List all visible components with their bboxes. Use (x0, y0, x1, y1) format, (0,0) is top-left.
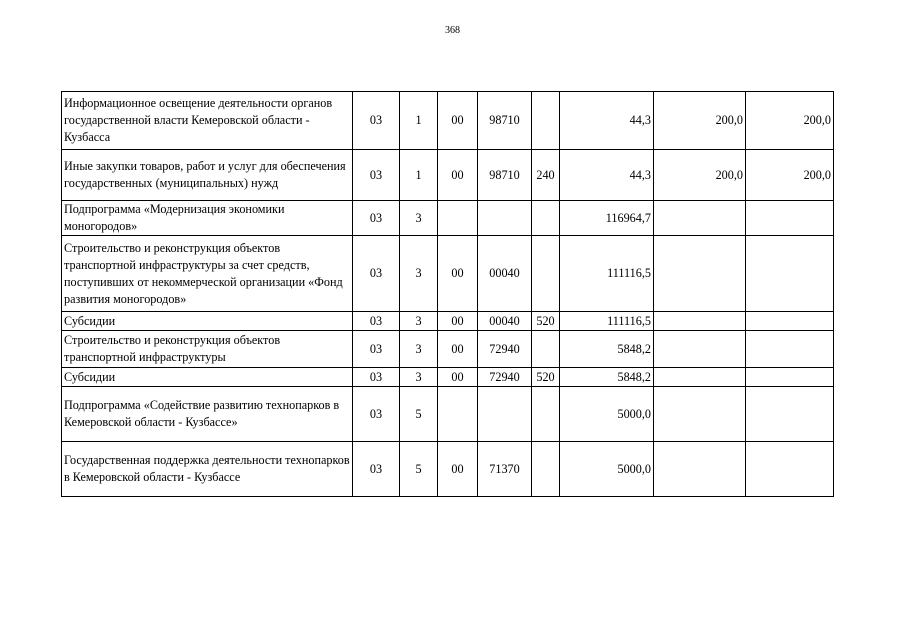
code-section: 03 (353, 92, 400, 150)
code-direction: 98710 (478, 92, 532, 150)
code-program: 1 (400, 150, 438, 201)
code-direction: 00040 (478, 312, 532, 331)
code-subprogram: 00 (438, 150, 478, 201)
amount-year-2 (654, 442, 746, 497)
code-program: 3 (400, 312, 438, 331)
amount-year-3 (746, 331, 834, 368)
code-subprogram: 00 (438, 236, 478, 312)
amount-year-1: 5000,0 (560, 442, 654, 497)
code-program: 5 (400, 442, 438, 497)
code-section: 03 (353, 312, 400, 331)
code-subprogram: 00 (438, 331, 478, 368)
code-program: 3 (400, 201, 438, 236)
code-expense-type: 520 (532, 312, 560, 331)
item-name: Строительство и реконструкция объектов транспортной инфраструктуры (62, 331, 353, 368)
code-subprogram: 00 (438, 368, 478, 387)
code-direction: 72940 (478, 331, 532, 368)
amount-year-2 (654, 312, 746, 331)
code-subprogram: 00 (438, 92, 478, 150)
table-row (62, 387, 834, 442)
item-name: Информационное освещение деятельности органов государственной власти Кемеровской области - Кузбасса (62, 92, 353, 150)
item-name: Строительство и реконструкция объектов транспортной инфраструктуры за счет средств, поступивших от некоммерческой организации «Фонд развития моногородов» (62, 236, 353, 312)
table-row (62, 201, 834, 236)
code-subprogram (438, 387, 478, 442)
code-section: 03 (353, 368, 400, 387)
code-direction: 00040 (478, 236, 532, 312)
amount-year-2 (654, 331, 746, 368)
code-direction: 98710 (478, 150, 532, 201)
item-name: Государственная поддержка деятельности технопарков в Кемеровской области - Кузбассе (62, 442, 353, 497)
item-name: Иные закупки товаров, работ и услуг для обеспечения государственных (муниципальных) нужд (62, 150, 353, 201)
code-section: 03 (353, 150, 400, 201)
amount-year-3: 200,0 (746, 150, 834, 201)
amount-year-1: 111116,5 (560, 236, 654, 312)
code-expense-type: 520 (532, 368, 560, 387)
code-expense-type (532, 331, 560, 368)
item-name: Подпрограмма «Модернизация экономики моногородов» (62, 201, 353, 236)
table-row (62, 331, 834, 368)
code-subprogram: 00 (438, 442, 478, 497)
code-subprogram (438, 201, 478, 236)
code-expense-type (532, 442, 560, 497)
code-direction: 71370 (478, 442, 532, 497)
amount-year-3 (746, 368, 834, 387)
item-name: Субсидии (62, 312, 353, 331)
code-program: 1 (400, 92, 438, 150)
code-expense-type (532, 387, 560, 442)
amount-year-2 (654, 368, 746, 387)
code-program: 5 (400, 387, 438, 442)
table-row (62, 92, 834, 150)
code-expense-type (532, 92, 560, 150)
table-row (62, 150, 834, 201)
page-number: 368 (445, 25, 460, 36)
code-direction: 72940 (478, 368, 532, 387)
amount-year-3: 200,0 (746, 92, 834, 150)
amount-year-2: 200,0 (654, 92, 746, 150)
code-section: 03 (353, 236, 400, 312)
table-row (62, 236, 834, 312)
code-expense-type (532, 236, 560, 312)
code-expense-type: 240 (532, 150, 560, 201)
code-section: 03 (353, 387, 400, 442)
code-program: 3 (400, 368, 438, 387)
amount-year-2: 200,0 (654, 150, 746, 201)
amount-year-1: 44,3 (560, 150, 654, 201)
code-direction (478, 201, 532, 236)
table-row (62, 442, 834, 497)
amount-year-1: 5848,2 (560, 368, 654, 387)
item-name: Субсидии (62, 368, 353, 387)
amount-year-1: 44,3 (560, 92, 654, 150)
amount-year-3 (746, 312, 834, 331)
amount-year-3 (746, 387, 834, 442)
amount-year-3 (746, 236, 834, 312)
amount-year-1: 116964,7 (560, 201, 654, 236)
amount-year-2 (654, 236, 746, 312)
table-row (62, 368, 834, 387)
code-section: 03 (353, 331, 400, 368)
amount-year-1: 5848,2 (560, 331, 654, 368)
item-name: Подпрограмма «Содействие развитию технопарков в Кемеровской области - Кузбассе» (62, 387, 353, 442)
amount-year-3 (746, 201, 834, 236)
code-section: 03 (353, 201, 400, 236)
amount-year-2 (654, 201, 746, 236)
amount-year-1: 111116,5 (560, 312, 654, 331)
amount-year-3 (746, 442, 834, 497)
code-subprogram: 00 (438, 312, 478, 331)
amount-year-2 (654, 387, 746, 442)
code-program: 3 (400, 331, 438, 368)
table-row (62, 312, 834, 331)
amount-year-1: 5000,0 (560, 387, 654, 442)
code-section: 03 (353, 442, 400, 497)
budget-table (61, 91, 834, 497)
code-direction (478, 387, 532, 442)
code-expense-type (532, 201, 560, 236)
code-program: 3 (400, 236, 438, 312)
